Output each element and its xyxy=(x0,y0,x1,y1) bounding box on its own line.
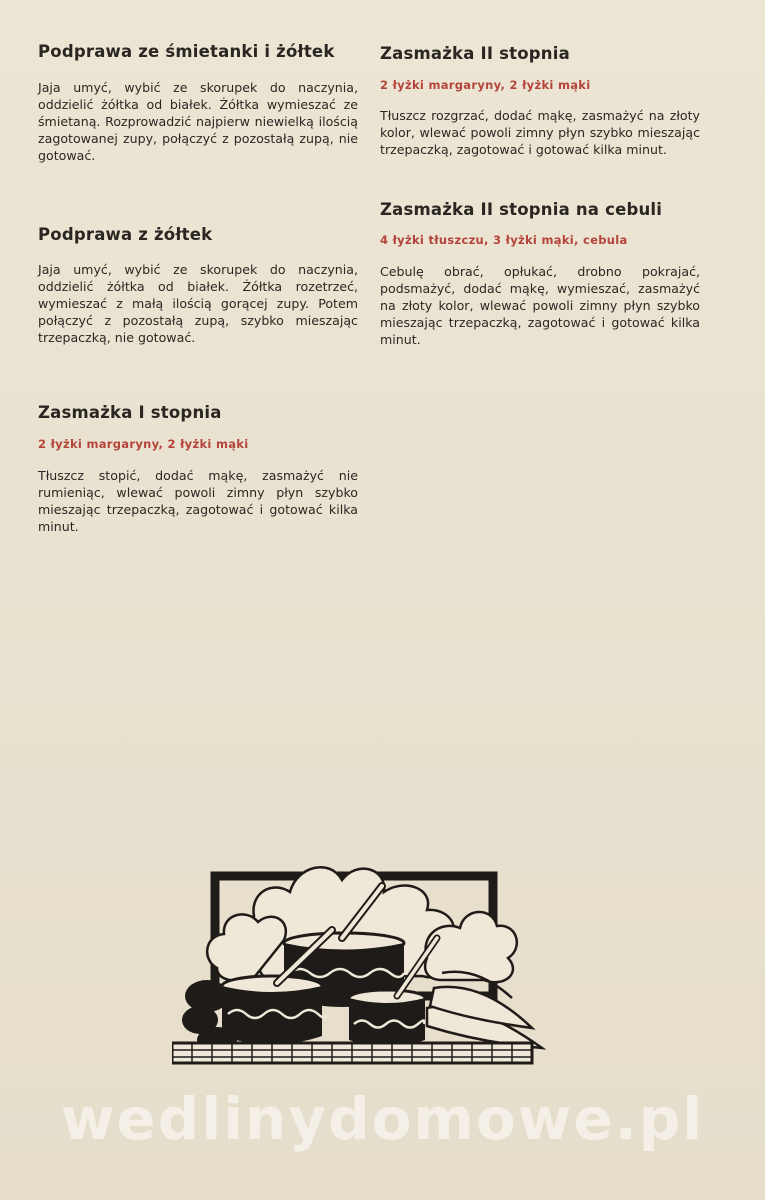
recipe-text: Jaja umyć, wybić ze skorupek do naczynia, oddzielić żółtka od białek. Żółtka rozetrzeć, wymieszać z małą ilością gorącej zupy. Potem połączyć z pozostałą zupą, szybko mieszając trzepaczką, nie gotować. xyxy=(38,262,358,345)
recipe-zasmazka-1 xyxy=(38,403,358,535)
recipe-text: Jaja umyć, wybić ze skorupek do naczynia, oddzielić żółtka od białek. Żółtka wymieszać ze śmietaną. Rozprowadzić najpierw niewielką ilością zagotowanej zupy, połączyć z pozostałą zupą, nie gotować. xyxy=(38,80,358,163)
recipe-text: Tłuszcz stopić, dodać mąkę, zasmażyć nie rumieniąc, wlewać powoli zimny płyn szybko mieszając trzepaczką, zagotować i gotować kilka minut. xyxy=(38,468,358,534)
recipe-podprawa-zoltek xyxy=(38,225,358,346)
recipe-title: Podprawa ze śmietanki i żółtek xyxy=(38,42,335,61)
recipe-text: Cebulę obrać, opłukać, drobno pokrajać, podsmażyć, dodać mąkę, wymieszać, zasmażyć na złoty kolor, wlewać powoli zimny płyn szybko mieszając trzepaczką, zagotować i gotować kilka minut. xyxy=(380,264,700,347)
recipe-text: Tłuszcz rozgrzać, dodać mąkę, zasmażyć na złoty kolor, wlewać powoli zimny płyn szybko mieszając trzepaczką, zagotować i gotować kilka minut. xyxy=(380,108,700,157)
pots-with-vegetables-illustration xyxy=(172,848,557,1073)
recipe-title: Zasmażka I stopnia xyxy=(38,403,222,422)
recipe-title: Zasmażka II stopnia na cebuli xyxy=(380,200,663,219)
recipe-podprawa-smietanka xyxy=(38,42,358,164)
recipe-ingredients: 2 łyżki margaryny, 2 łyżki mąki xyxy=(38,437,249,451)
recipe-ingredients: 4 łyżki tłuszczu, 3 łyżki mąki, cebula xyxy=(380,233,628,247)
recipe-title: Zasmażka II stopnia xyxy=(380,44,570,63)
recipe-zasmazka-2-cebula xyxy=(380,200,700,348)
recipe-title: Podprawa z żółtek xyxy=(38,225,213,244)
recipe-zasmazka-2 xyxy=(380,44,700,158)
watermark: wedlinydomowe.pl xyxy=(60,1085,705,1153)
recipe-ingredients: 2 łyżki margaryny, 2 łyżki mąki xyxy=(380,78,591,92)
